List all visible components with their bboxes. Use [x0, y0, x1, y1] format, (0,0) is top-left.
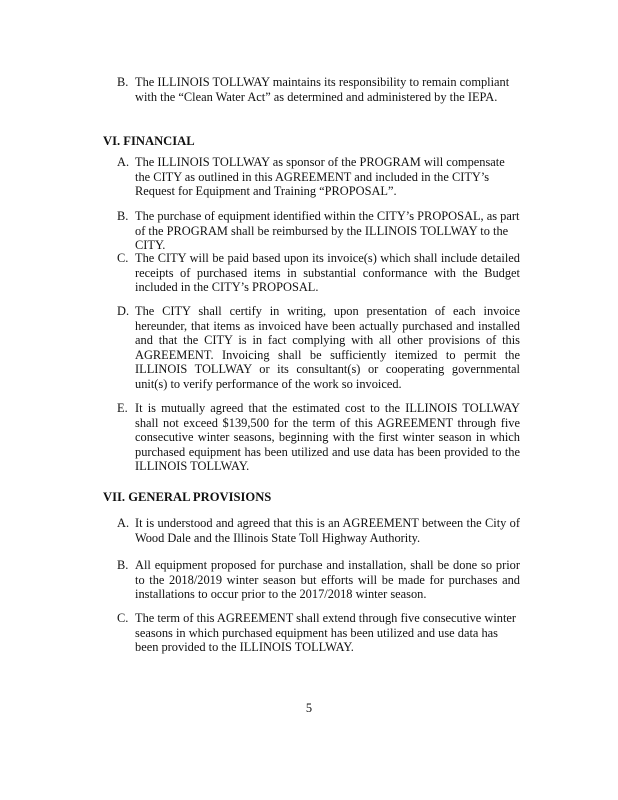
page-number: 5	[305, 701, 313, 715]
item-letter: A.	[117, 516, 130, 530]
item-text: The term of this AGREEMENT shall extend through five consecutive winter seasons in which purchased equipment has been utilized and use data has been provided to the ILLINOIS TOLLWAY.	[135, 611, 517, 654]
list-item	[117, 516, 520, 545]
item-letter: C.	[117, 251, 129, 265]
list-item	[117, 558, 520, 602]
item-text: The ILLINOIS TOLLWAY as sponsor of the PROGRAM will compensate the CITY as outlined in this AGREEMENT and included in the CITY’s Request for Equipment and Training “PROPOSAL”.	[135, 155, 505, 198]
section-heading-financial: VI. FINANCIAL	[103, 134, 195, 148]
item-letter: B.	[117, 75, 129, 89]
list-item	[117, 401, 520, 474]
item-text: It is understood and agreed that this is an AGREEMENT between the City of Wood Dale and the Illinois State Toll Highway Authority.	[135, 516, 520, 545]
item-text: All equipment proposed for purchase and installation, shall be done so prior to the 2018/2019 winter season but efforts will be made for purchases and installations to occur prior to the 2017/2018 winter season.	[135, 558, 520, 601]
list-item	[117, 75, 520, 104]
item-letter: E.	[117, 401, 128, 415]
list-item	[117, 611, 520, 655]
item-letter: A.	[117, 155, 130, 169]
list-item	[117, 155, 520, 199]
item-text: The purchase of equipment identified within the CITY’s PROPOSAL, as part of the PROGRAM shall be reimbursed by the ILLINOIS TOLLWAY to the CITY.	[135, 209, 520, 252]
item-text: It is mutually agreed that the estimated cost to the ILLINOIS TOLLWAY shall not exceed $139,500 for the term of this AGREEMENT through five consecutive winter seasons, beginning with the first winter season in which purchased equipment has been utilized and use data has been provided to the ILLINOIS TOLLWAY.	[135, 401, 520, 473]
item-text: The ILLINOIS TOLLWAY maintains its responsibility to remain compliant with the “Clean Water Act” as determined and administered by the IEPA.	[135, 75, 510, 104]
item-letter: D.	[117, 304, 130, 318]
item-text: The CITY will be paid based upon its invoice(s) which shall include detailed receipts of purchased items in substantial conformance with the Budget included in the CITY’s PROPOSAL.	[135, 251, 520, 294]
item-letter: C.	[117, 611, 129, 625]
item-text: The CITY shall certify in writing, upon presentation of each invoice hereunder, that items as invoiced have been actually purchased and installed and that the CITY is in fact complying with all other provisions of this AGREEMENT. Invoicing shall be sufficiently itemized to permit the ILLINOIS TOLLWAY or its consultant(s) or cooperating governmental unit(s) to verify performance of the work so invoiced.	[135, 304, 520, 391]
item-letter: B.	[117, 558, 129, 572]
list-item	[117, 251, 520, 295]
list-item	[117, 209, 520, 253]
section-heading-general-provisions: VII. GENERAL PROVISIONS	[103, 490, 272, 504]
item-letter: B.	[117, 209, 129, 223]
list-item	[117, 304, 520, 391]
